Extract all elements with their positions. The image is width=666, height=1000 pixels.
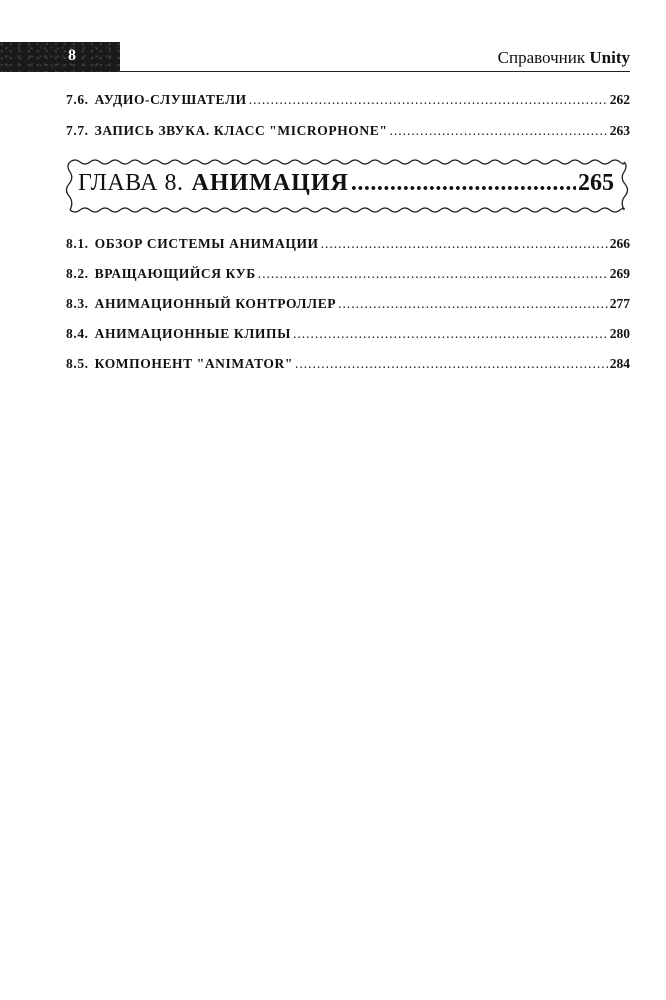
toc-entry-title: АУДИО-СЛУШАТЕЛИ	[94, 92, 247, 107]
page-number: 8	[68, 47, 76, 64]
toc-entry-title: КОМПОНЕНТ "ANIMATOR"	[94, 356, 293, 371]
header-rule	[120, 71, 630, 72]
chapter-heading	[78, 170, 614, 197]
toc-entry-number: 7.6.	[66, 92, 89, 107]
toc-entry-title: ВРАЩАЮЩИЙСЯ КУБ	[94, 266, 256, 281]
dot-leader	[258, 266, 608, 282]
dot-leader	[295, 356, 608, 372]
page-number-box	[0, 42, 120, 72]
dot-leader	[249, 92, 608, 108]
toc-entry-number: 8.3.	[66, 296, 89, 311]
toc-entry-title: ОБЗОР СИСТЕМЫ АНИМАЦИИ	[94, 236, 319, 251]
dot-leader	[293, 326, 608, 342]
toc-entry-page: 263	[609, 123, 630, 138]
toc-entry-number: 8.5.	[66, 356, 89, 371]
chapter-label: ГЛАВА 8.	[78, 170, 184, 196]
toc-entry-page: 280	[609, 326, 630, 341]
toc-entry-7-6[interactable]	[66, 92, 630, 108]
chapter-title: АНИМАЦИЯ	[191, 170, 349, 196]
running-head-suffix: Unity	[589, 48, 630, 67]
toc-entry-page: 262	[609, 92, 630, 107]
toc-entry-number: 8.1.	[66, 236, 89, 251]
dot-leader	[321, 236, 608, 252]
toc-entry-page: 284	[609, 356, 630, 371]
toc-entry-number: 7.7.	[66, 123, 89, 138]
toc-entry-page: 269	[609, 266, 630, 281]
toc-entry-8-3[interactable]	[66, 296, 630, 312]
dot-leader	[351, 170, 576, 197]
running-head	[498, 48, 630, 68]
toc-entry-8-4[interactable]	[66, 326, 630, 342]
toc-entry-page: 266	[609, 236, 630, 251]
toc-entry-page: 277	[609, 296, 630, 311]
toc-entry-8-5[interactable]	[66, 356, 630, 372]
toc-entry-title: АНИМАЦИОННЫЕ КЛИПЫ	[94, 326, 291, 341]
running-head-prefix: Справочник	[497, 48, 586, 67]
toc-entry-title: АНИМАЦИОННЫЙ КОНТРОЛЛЕР	[94, 296, 337, 311]
dot-leader	[338, 296, 608, 312]
toc-entry-title: ЗАПИСЬ ЗВУКА. КЛАСС "MICROPHONE"	[94, 123, 388, 138]
dot-leader	[389, 123, 607, 139]
toc-entry-number: 8.2.	[66, 266, 89, 281]
toc-entry-7-7[interactable]	[66, 123, 630, 139]
chapter-page: 265	[578, 170, 614, 196]
toc-entry-8-2[interactable]	[66, 266, 630, 282]
toc-entry-number: 8.4.	[66, 326, 89, 341]
toc-entry-8-1[interactable]	[66, 236, 630, 252]
chapter-banner[interactable]	[60, 156, 634, 218]
